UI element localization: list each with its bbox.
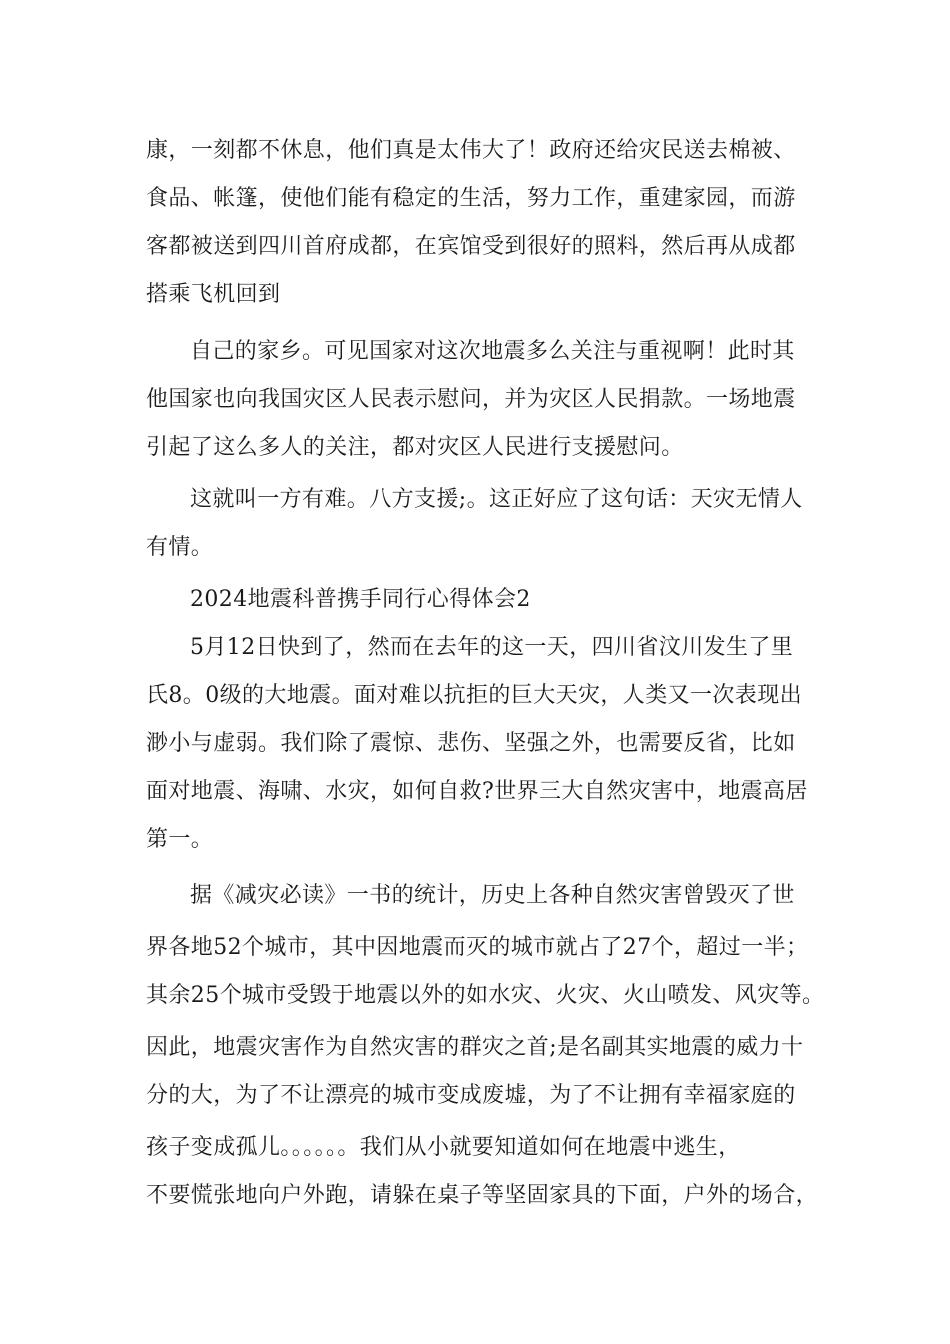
text-line: 分的大，为了不让漂亮的城市变成废墟，为了不让拥有幸福家庭的 — [146, 1083, 796, 1108]
text-line: 界各地52个城市，其中因地震而灭的城市就占了27个，超过一半； — [146, 935, 809, 960]
text-line: 面对地震、海啸、水灾，如何自救?世界三大自然灾害中，地震高居 — [146, 779, 808, 804]
section-heading: 2024地震科普携手同行心得体会2 — [190, 587, 531, 612]
text-line: 这就叫一方有难。八方支援;。这正好应了这句话：天灾无情人 — [190, 487, 803, 512]
text-line: 有情。 — [146, 535, 214, 560]
text-line: 渺小与虚弱。我们除了震惊、悲伤、坚强之外，也需要反省，比如 — [146, 731, 796, 756]
text-line: 客都被送到四川首府成都，在宾馆受到很好的照料，然后再从成都 — [146, 234, 796, 259]
text-line: 自己的家乡。可见国家对这次地震多么关注与重视啊！此时其 — [190, 339, 795, 364]
text-line: 据《减灾必读》一书的统计，历史上各种自然灾害曾毁灭了世 — [190, 883, 795, 908]
text-line: 5月12日快到了，然而在去年的这一天，四川省汶川发生了里 — [190, 635, 794, 660]
text-line: 氏8。0级的大地震。面对难以抗拒的巨大天灾，人类又一次表现出 — [146, 683, 802, 708]
text-line: 他国家也向我国灾区人民表示慰问，并为灾区人民捐款。一场地震 — [146, 387, 796, 412]
text-line: 第一。 — [146, 827, 214, 852]
text-line: 引起了这么多人的关注，都对灾区人民进行支援慰问。 — [146, 435, 684, 460]
text-line: 食品、帐篷，使他们能有稳定的生活，努力工作，重建家园，而游 — [146, 186, 796, 211]
text-line: 因此，地震灾害作为自然灾害的群灾之首;是名副其实地震的威力十 — [146, 1035, 804, 1060]
text-line: 孩子变成孤儿。。。。。。我们从小就要知道如何在地震中逃生， — [146, 1135, 741, 1160]
text-line: 其余25个城市受毁于地震以外的如水灾、火灾、火山喷发、风灾等。 — [146, 983, 825, 1008]
text-line: 康，一刻都不休息，他们真是太伟大了！政府还给灾民送去棉被、 — [146, 138, 796, 163]
text-line: 搭乘飞机回到 — [146, 282, 281, 307]
text-line: 不要慌张地向户外跑，请躲在桌子等坚固家具的下面，户外的场合， — [146, 1183, 819, 1208]
